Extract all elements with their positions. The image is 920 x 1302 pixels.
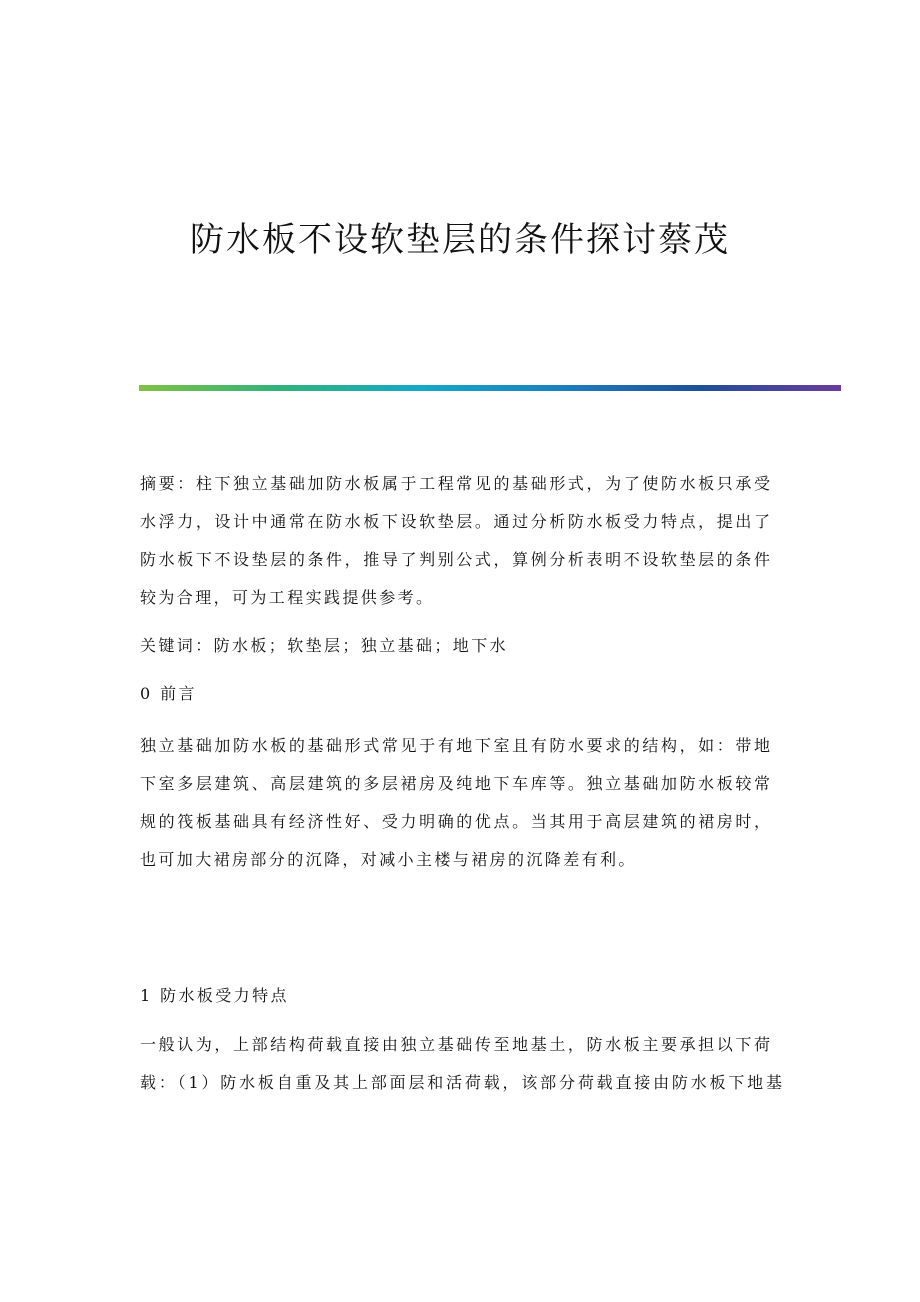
section-heading: 1 防水板受力特点 <box>140 986 289 1005</box>
paragraph-line: 也可加大裙房部分的沉降，对减小主楼与裙房的沉降差有利。 <box>140 850 637 869</box>
section-heading: 0 前言 <box>140 684 197 703</box>
paragraph-line: 规的筏板基础具有经济性好、受力明确的优点。当其用于高层建筑的裙房时， <box>140 812 770 831</box>
paragraph-line: 独立基础加防水板的基础形式常见于有地下室且有防水要求的结构，如：带地 <box>140 736 770 755</box>
abstract-line: 摘要：柱下独立基础加防水板属于工程常见的基础形式，为了使防水板只承受 <box>140 474 770 493</box>
paragraph-line: 下室多层建筑、高层建筑的多层裙房及纯地下车库等。独立基础加防水板较常 <box>140 774 770 793</box>
keywords: 关键词：防水板；软垫层；独立基础；地下水 <box>140 636 509 655</box>
gradient-divider <box>139 385 841 391</box>
paragraph-line: 一般认为，上部结构荷载直接由独立基础传至地基土，防水板主要承担以下荷 <box>140 1035 770 1054</box>
abstract-line: 水浮力，设计中通常在防水板下设软垫层。通过分析防水板受力特点，提出了 <box>140 512 770 531</box>
paragraph-line: 载：（1）防水板自重及其上部面层和活荷载，该部分荷载直接由防水板下地基 <box>140 1073 782 1092</box>
abstract-line: 防水板下不设垫层的条件，推导了判别公式，算例分析表明不设软垫层的条件 <box>140 550 770 569</box>
document-title: 防水板不设软垫层的条件探讨蔡茂 <box>190 220 730 260</box>
abstract-line: 较为合理，可为工程实践提供参考。 <box>140 588 435 607</box>
